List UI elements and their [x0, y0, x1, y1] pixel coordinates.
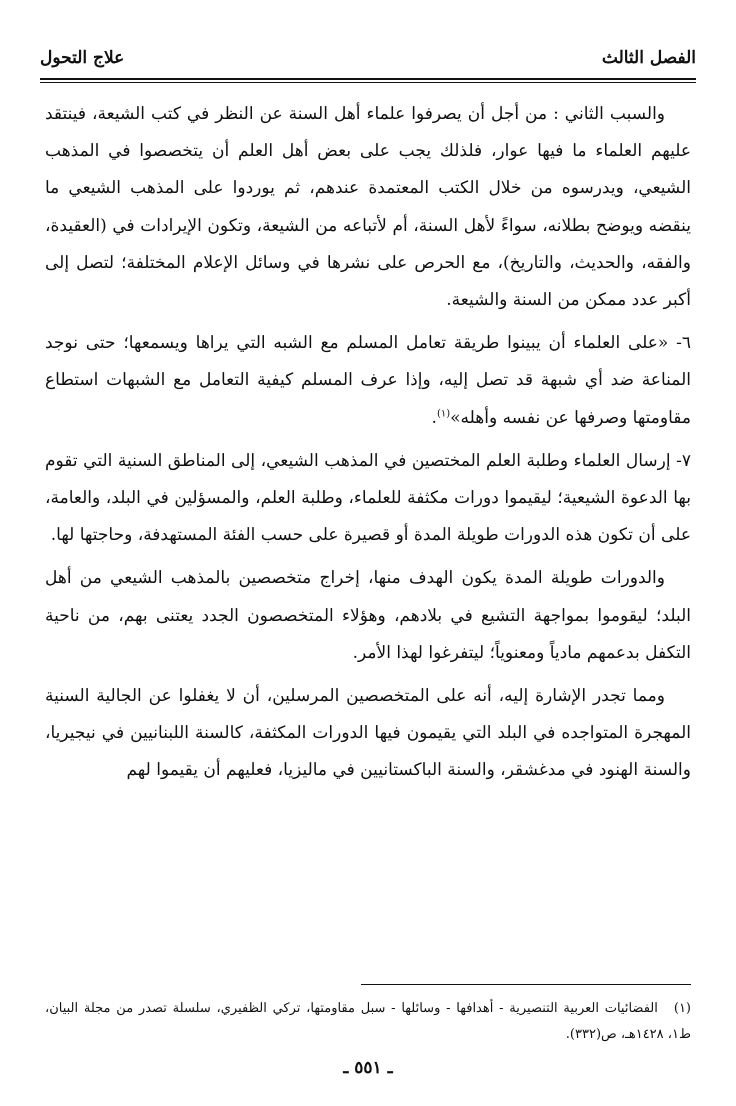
running-header — [40, 46, 696, 76]
paragraph-1: والسبب الثاني : من أجل أن يصرفوا علماء أهل السنة عن النظر في كتب الشيعة، فينتقد عليهم العلماء ما فيها عوار، فلذلك يجب على بعض أهل العلم أن يتخصصوا في المذهب الشيعي، ويدرسوه من خلال الكتب المعتمدة عندهم، ثم يوردوا على المذهب الشيعي ما ينقضه ويوضح بطلانه، سواءً لأهل السنة، أم لأتباعه من الشيعة، وتكون الإيرادات في (العقيدة، والفقه، والحديث، والتاريخ)، مع الحرص على نشرها في وسائل الإعلام المختلفة؛ لتصل إلى أكبر عدد ممكن من السنة والشيعة. — [45, 104, 691, 311]
body-text — [45, 96, 691, 796]
page-number: ـ ٥٥١ ـ — [343, 1058, 393, 1078]
paragraph-4: والدورات طويلة المدة يكون الهدف منها، إخراج متخصصين بالمذهب الشيعي من أهل البلد؛ ليقوموا بمواجهة التشيع في بلادهم، وهؤلاء المتخصصون الجدد يعتنى بهم، من ناحية التكفل بدعمهم مادياً ومعنوياً؛ ليتفرغوا لهذا الأمر. — [45, 568, 691, 663]
chapter-title: الفصل الثالث — [601, 48, 696, 68]
footnote-separator — [361, 984, 691, 985]
footnote-1 — [45, 996, 691, 1048]
footnotes — [45, 996, 691, 1048]
paragraph-2-text: ٦- «على العلماء أن يبينوا طريقة تعامل المسلم مع الشبه التي يراها ويسمعها؛ حتى نوجد المناعة ضد أي شبهة قد تصل إليه، وإذا عرف المسلم كيفية التعامل مع الشبهات استطاع مقاومتها وصرفها عن نفسه وأهله» — [45, 333, 691, 428]
footnote-1-text: الفضائيات العربية التنصيرية - أهدافها - وسائلها - سبل مقاومتها، تركي الظفيري، سلسلة تصدر من مجلة البيان، ط١، ١٤٢٨هـ، ص(٣٣٢). — [45, 1001, 691, 1042]
footnote-1-number: (١) — [673, 1001, 691, 1016]
paragraph-2-end: . — [431, 407, 437, 428]
paragraph-5: ومما تجدر الإشارة إليه، أنه على المتخصصين المرسلين، أن لا يغفلوا عن الجالية السنية المهجرة المتواجده في البلد التي يقيمون فيها الدورات المكثفة، كالسنة اللبنانيين في نيجيريا، والسنة الهنود في مدغشقر، والسنة الباكستانيين في ماليزيا، فعليهم أن يقيموا لهم — [45, 686, 691, 781]
book-title: علاج التحول — [40, 48, 125, 68]
paragraph-2 — [45, 325, 691, 437]
footnote-marker[interactable]: (١) — [436, 407, 451, 419]
paragraph-3: ٧- إرسال العلماء وطلبة العلم المختصين في المذهب الشيعي، إلى المناطق السنية التي تقوم بها الدعوة الشيعية؛ ليقيموا دورات مكثفة للعلماء، وطلبة العلم، والمسؤلين في البلد، والعامة، على أن تكون هذه الدورات طويلة المدة أو قصيرة على حسب الفئة المستهدفة، وحاجتها لها. — [45, 450, 691, 546]
header-rule-thin — [40, 82, 696, 83]
header-rule — [40, 78, 696, 80]
